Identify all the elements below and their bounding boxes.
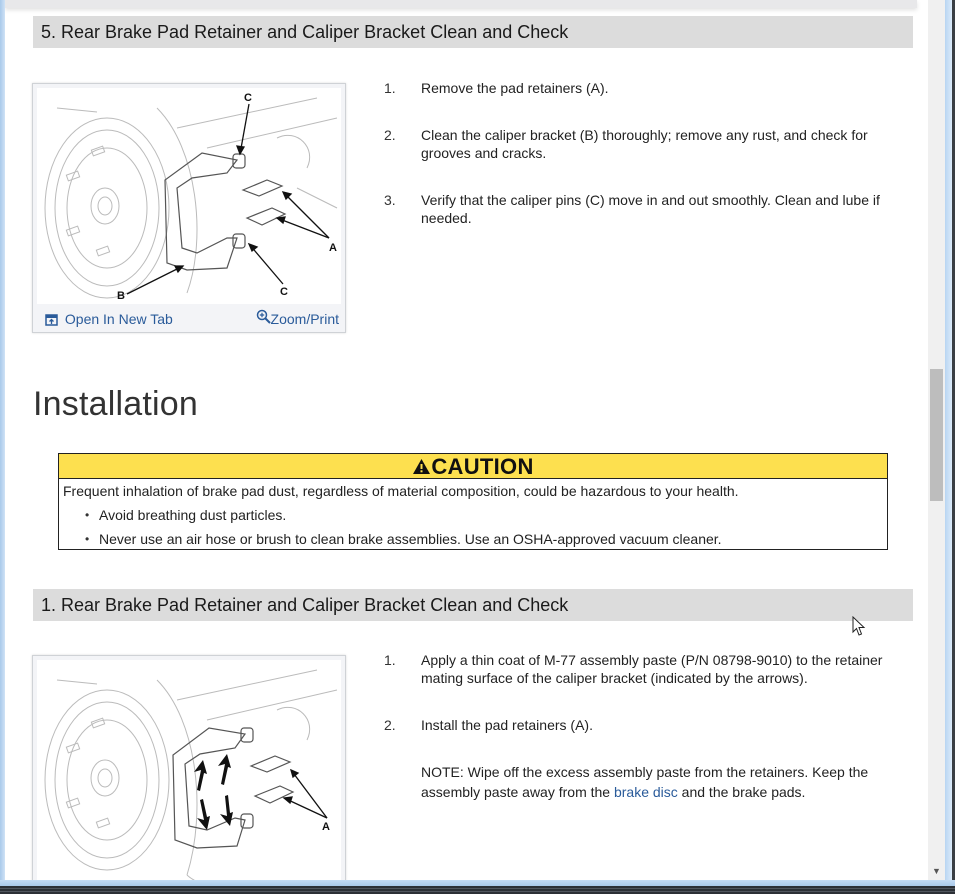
window-frame-right [945,0,952,880]
brake-caliper-illustration[interactable] [37,88,341,304]
taskbar [0,886,955,894]
open-new-tab-link[interactable] [45,311,173,327]
caliper-paste-drawing [37,660,341,880]
vertical-scrollbar[interactable] [928,0,945,880]
zoom-print-label: Zoom/Print [270,311,339,327]
figure-label-c-bottom: C [280,286,288,298]
mouse-cursor-icon [852,616,866,638]
scrollbar-thumb[interactable] [930,369,943,501]
step-number: 3. [384,192,396,208]
caution-heading: CAUTION [431,454,534,479]
caution-header [59,454,887,479]
window-frame-left [0,0,5,880]
caution-box [58,453,888,550]
step-text: Clean the caliper bracket (B) thoroughly; remove any rust, and check for grooves and cracks. [421,127,868,161]
caution-body [59,479,887,551]
step-number: 2. [384,717,396,733]
figure-links [33,306,345,332]
note-suffix: and the brake pads. [677,784,806,800]
caution-intro: Frequent inhalation of brake pad dust, regardless of material composition, could be hazardous to your health. [63,483,739,499]
top-toolbar-edge [5,0,917,8]
brake-caliper-paste-illustration[interactable] [37,660,341,880]
section-header-5: 5. Rear Brake Pad Retainer and Caliper Bracket Clean and Check [33,16,913,48]
open-new-tab-label: Open In New Tab [64,311,173,327]
zoom-magnifier-icon [256,309,271,324]
step-text: Apply a thin coat of M-77 assembly paste (P/N 08798-9010) to the retainer mating surface of the caliper bracket (indicated by the arrows). [421,652,883,686]
step-text: Verify that the caliper pins (C) move in and out smoothly. Clean and lube if needed. [421,192,880,226]
figure-label-a: A [329,242,337,254]
brake-disc-link[interactable]: brake disc [613,784,678,800]
note-text [421,762,901,802]
step-number: 1. [384,80,396,96]
installation-title: Installation [33,385,198,423]
caution-bullet-text: Avoid breathing dust particles. [99,507,287,523]
caution-bullet-text: Never use an air hose or brush to clean brake assemblies. Use an OSHA-approved vacuum cleaner. [99,531,722,547]
zoom-print-link[interactable] [256,309,339,325]
note-prefix: NOTE: Wipe off the excess assembly paste from the retainers. Keep the assembly paste away from the [421,764,869,800]
step-text: Install the pad retainers (A). [421,717,593,733]
caliper-drawing [37,88,341,304]
figure-label-a: A [322,821,330,833]
warning-triangle-icon [412,458,431,475]
figure-installation [32,655,346,880]
figure-removal [32,83,346,333]
figure-label-b: B [117,290,125,302]
caution-bullet [63,503,887,527]
figure-label-c-top: C [244,92,252,104]
step-number: 1. [384,652,396,668]
section-header-1: 1. Rear Brake Pad Retainer and Caliper Bracket Clean and Check [33,589,913,621]
step-text: Remove the pad retainers (A). [421,80,609,96]
step-number: 2. [384,127,396,143]
scroll-down-arrow-icon[interactable]: ▼ [932,866,941,876]
caution-bullet [63,527,887,551]
open-new-tab-icon [45,314,58,326]
